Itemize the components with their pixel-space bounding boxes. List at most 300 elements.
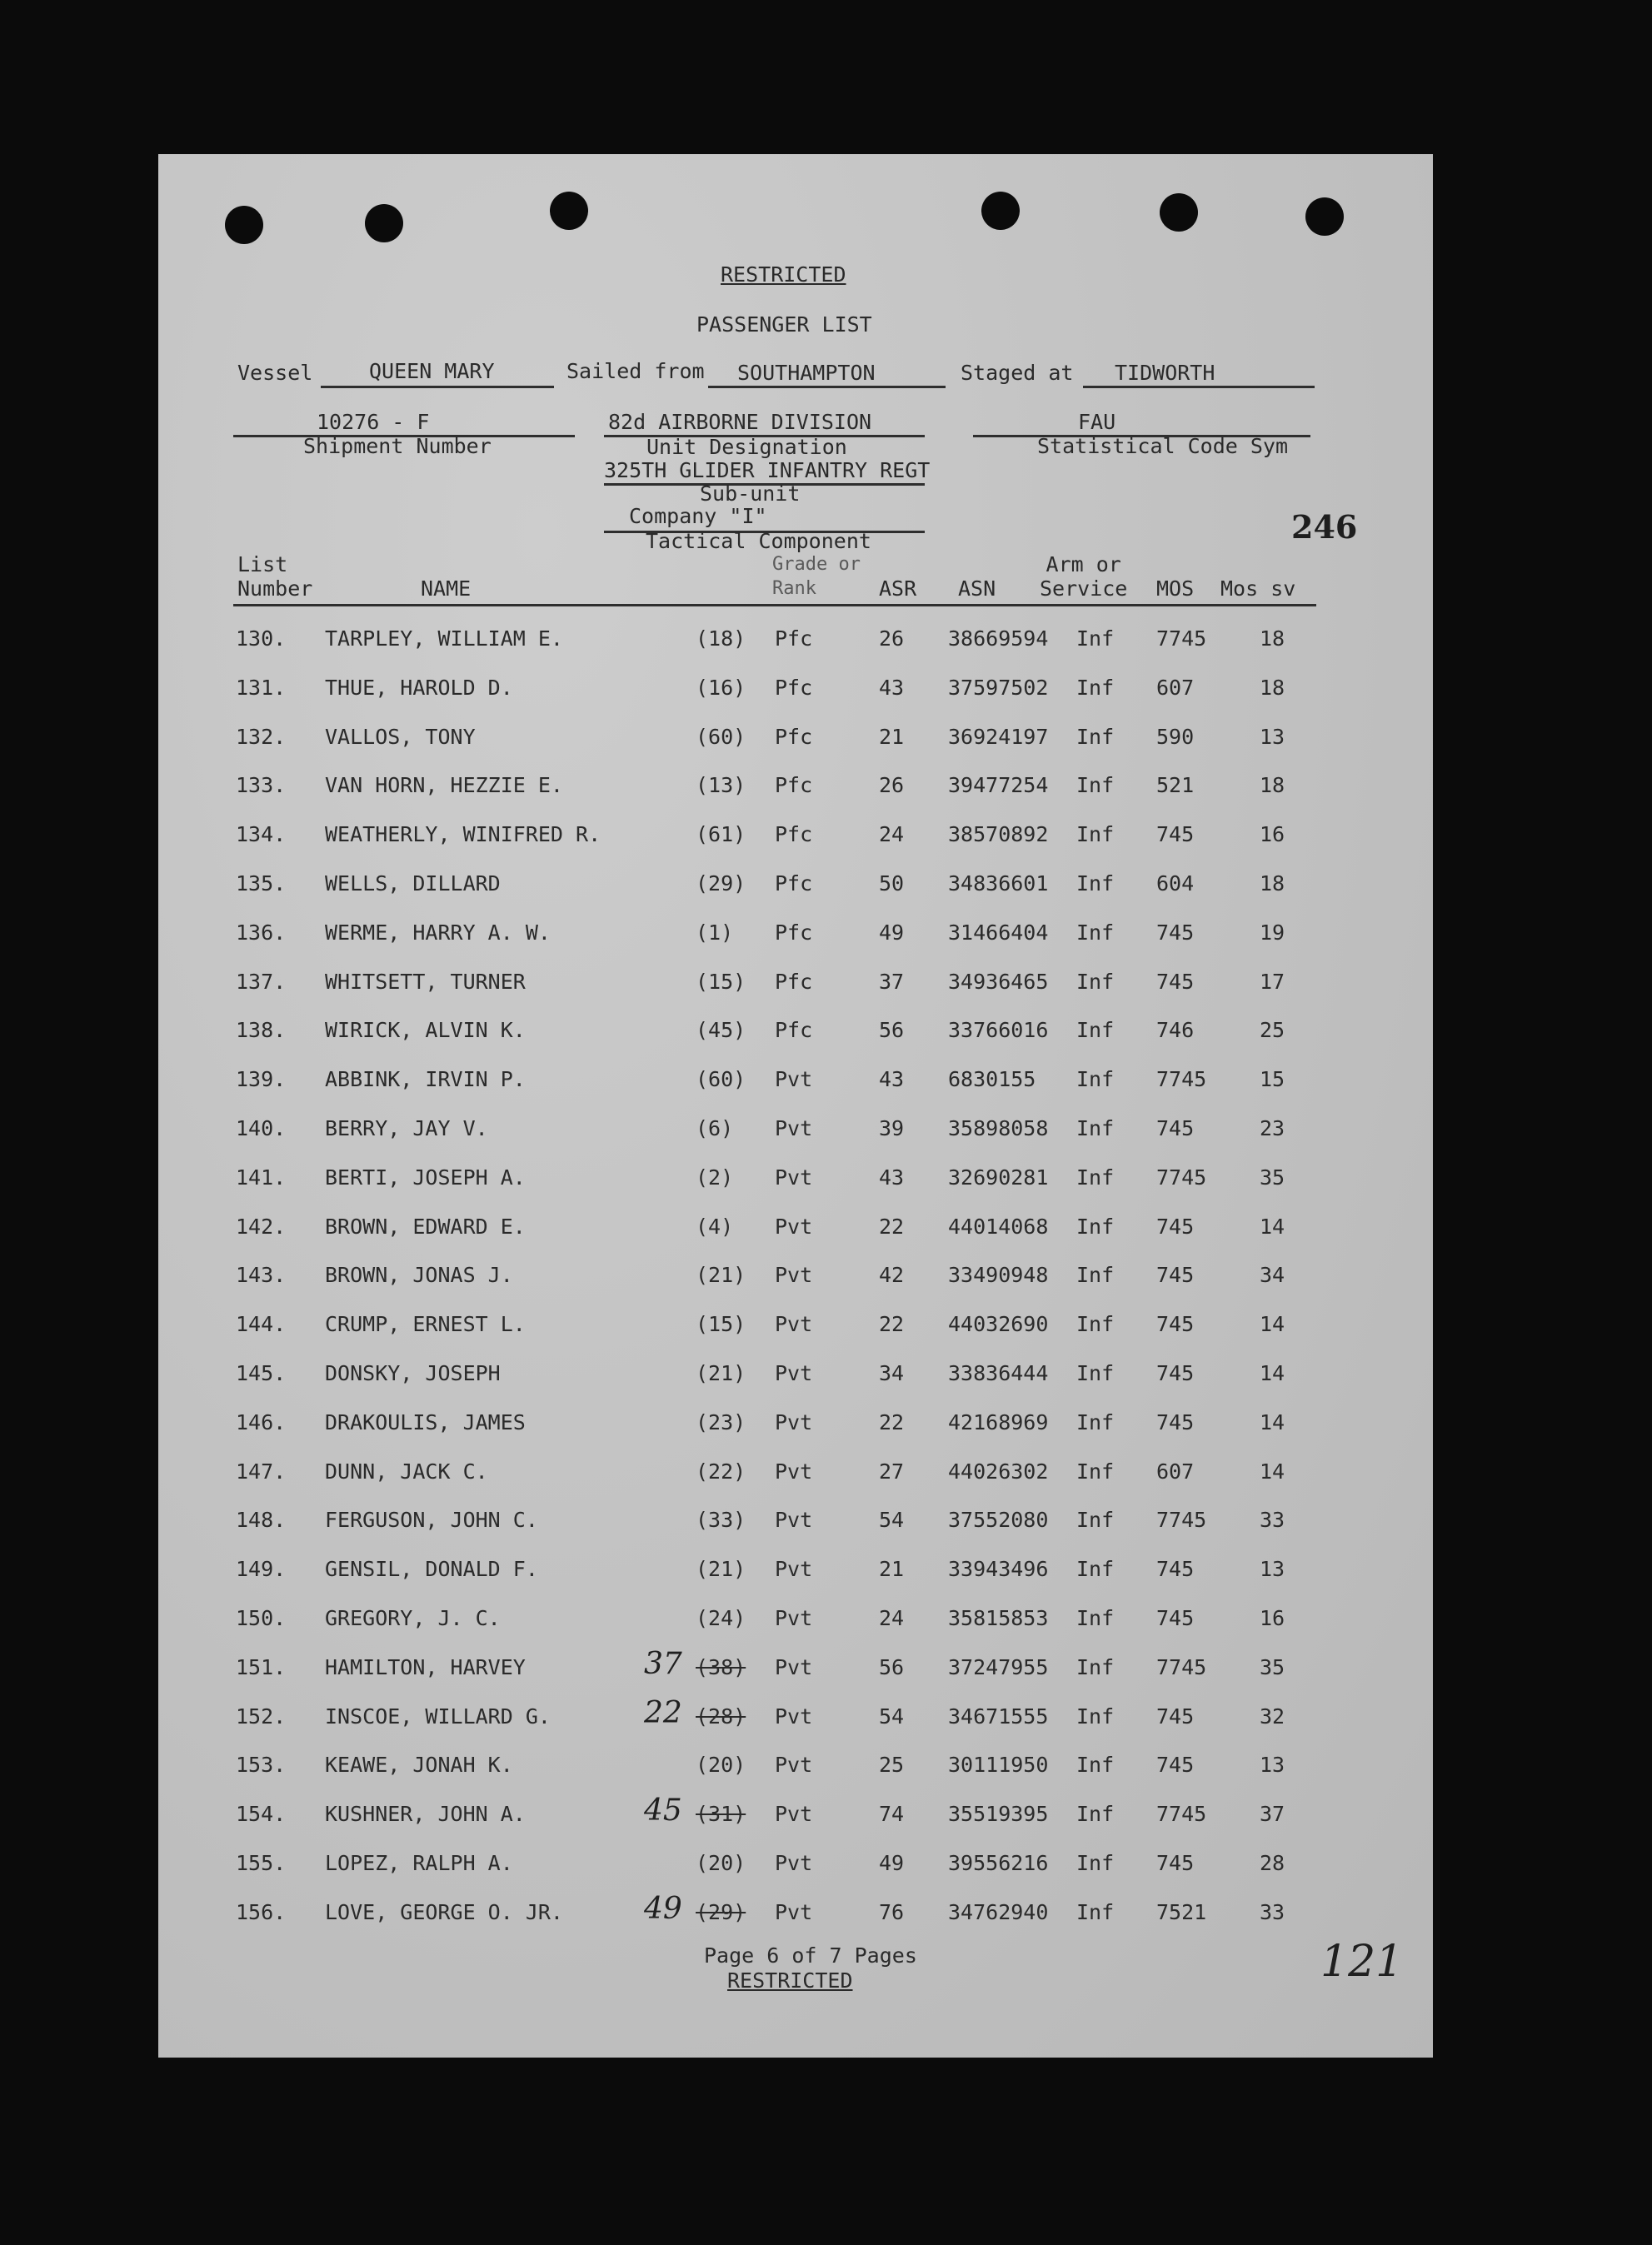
list-number-cell: 156. xyxy=(236,1899,287,1924)
parenthetical-number-cell: (15) xyxy=(696,969,746,994)
parenthetical-number-cell: (21) xyxy=(696,1263,746,1288)
arm-cell: Inf xyxy=(1076,1018,1115,1043)
asr-cell: 34 xyxy=(879,1361,905,1385)
vessel-label: Vessel xyxy=(237,361,313,385)
classification-footer: RESTRICTED xyxy=(727,1968,853,1993)
mos-sv-cell: 16 xyxy=(1260,1606,1285,1630)
arm-cell: Inf xyxy=(1076,1654,1115,1679)
table-row xyxy=(158,1891,1433,1933)
asn-cell: 34836601 xyxy=(948,871,1049,896)
staged-at-value: TIDWORTH xyxy=(1115,361,1215,385)
table-row xyxy=(158,725,1433,758)
punch-hole xyxy=(550,192,588,230)
mos-sv-cell: 13 xyxy=(1260,724,1285,749)
grade-cell: Pvt xyxy=(775,1704,813,1729)
list-number-cell: 132. xyxy=(236,724,287,749)
name-cell: GENSIL, DONALD F. xyxy=(325,1557,538,1582)
mos-sv-cell: 35 xyxy=(1260,1165,1285,1190)
arm-cell: Inf xyxy=(1076,1312,1115,1337)
arm-cell: Inf xyxy=(1076,1704,1115,1729)
asn-cell: 33490948 xyxy=(948,1263,1049,1288)
grade-cell: Pvt xyxy=(775,1214,813,1239)
name-cell: KEAWE, JONAH K. xyxy=(325,1753,513,1778)
mos-sv-cell: 35 xyxy=(1260,1654,1285,1679)
arm-cell: Inf xyxy=(1076,1753,1115,1778)
shipment-number: 10276 - F xyxy=(317,410,430,434)
parenthetical-number-cell: (29) xyxy=(696,1899,746,1924)
asr-cell: 21 xyxy=(879,724,905,749)
table-row xyxy=(158,1312,1433,1345)
name-cell: GREGORY, J. C. xyxy=(325,1606,501,1630)
parenthetical-number-cell: (45) xyxy=(696,1018,746,1043)
table-row xyxy=(158,676,1433,709)
grade-cell: Pvt xyxy=(775,1654,813,1679)
mos-sv-cell: 18 xyxy=(1260,626,1285,651)
staged-at-label: Staged at xyxy=(961,361,1074,385)
asn-cell: 33836444 xyxy=(948,1361,1049,1385)
tactical-component-label: Tactical Component xyxy=(646,529,871,553)
mos-cell: 607 xyxy=(1156,675,1195,700)
parenthetical-number-cell: (20) xyxy=(696,1753,746,1778)
table-row xyxy=(158,1116,1433,1150)
asr-cell: 54 xyxy=(879,1508,905,1533)
mos-cell: 7745 xyxy=(1156,1508,1207,1533)
mos-sv-cell: 25 xyxy=(1260,1018,1285,1043)
asn-cell: 34936465 xyxy=(948,969,1049,994)
name-cell: TARPLEY, WILLIAM E. xyxy=(325,626,563,651)
list-number-cell: 134. xyxy=(236,822,287,847)
asn-cell: 33943496 xyxy=(948,1557,1049,1582)
asn-cell: 44026302 xyxy=(948,1459,1049,1484)
name-cell: HAMILTON, HARVEY xyxy=(325,1654,526,1679)
grade-cell: Pvt xyxy=(775,1116,813,1140)
handwritten-correction: 37 xyxy=(644,1646,682,1681)
table-row xyxy=(158,1557,1433,1590)
list-number-cell: 142. xyxy=(236,1214,287,1239)
arm-cell: Inf xyxy=(1076,1802,1115,1827)
mos-sv-cell: 16 xyxy=(1260,822,1285,847)
name-cell: DUNN, JACK C. xyxy=(325,1459,488,1484)
asr-cell: 43 xyxy=(879,1067,905,1092)
handwritten-correction: 49 xyxy=(644,1891,682,1926)
parenthetical-number-cell: (6) xyxy=(696,1116,734,1140)
name-cell: WERME, HARRY A. W. xyxy=(325,920,551,945)
mos-cell: 745 xyxy=(1156,1851,1195,1875)
table-row xyxy=(158,1508,1433,1541)
mos-sv-cell: 32 xyxy=(1260,1704,1285,1729)
col-grade: Grade or Rank xyxy=(772,554,861,599)
parenthetical-number-cell: (13) xyxy=(696,773,746,798)
name-cell: FERGUSON, JOHN C. xyxy=(325,1508,538,1533)
parenthetical-number-cell: (33) xyxy=(696,1508,746,1533)
asr-cell: 25 xyxy=(879,1753,905,1778)
handwritten-number: 121 xyxy=(1320,1937,1404,1987)
mos-cell: 745 xyxy=(1156,1557,1195,1582)
mos-cell: 7745 xyxy=(1156,1165,1207,1190)
asn-cell: 39556216 xyxy=(948,1851,1049,1875)
asn-cell: 42168969 xyxy=(948,1409,1049,1434)
mos-cell: 7745 xyxy=(1156,1802,1207,1827)
asn-cell: 35898058 xyxy=(948,1116,1049,1140)
grade-cell: Pfc xyxy=(775,969,813,994)
mos-sv-cell: 37 xyxy=(1260,1802,1285,1827)
asn-cell: 35815853 xyxy=(948,1606,1049,1630)
mos-cell: 746 xyxy=(1156,1018,1195,1043)
mos-cell: 745 xyxy=(1156,1263,1195,1288)
parenthetical-number-cell: (4) xyxy=(696,1214,734,1239)
name-cell: LOVE, GEORGE O. JR. xyxy=(325,1899,563,1924)
name-cell: WIRICK, ALVIN K. xyxy=(325,1018,526,1043)
punch-hole xyxy=(1160,193,1198,232)
mos-cell: 745 xyxy=(1156,1753,1195,1778)
mos-cell: 7745 xyxy=(1156,1654,1207,1679)
mos-cell: 745 xyxy=(1156,1116,1195,1140)
mos-sv-cell: 14 xyxy=(1260,1312,1285,1337)
name-cell: ABBINK, IRVIN P. xyxy=(325,1067,526,1092)
table-row xyxy=(158,773,1433,806)
grade-cell: Pvt xyxy=(775,1557,813,1582)
table-row xyxy=(158,1410,1433,1444)
mos-sv-cell: 14 xyxy=(1260,1409,1285,1434)
arm-cell: Inf xyxy=(1076,1067,1115,1092)
name-cell: BROWN, EDWARD E. xyxy=(325,1214,526,1239)
table-row xyxy=(158,920,1433,954)
parenthetical-number-cell: (28) xyxy=(696,1704,746,1729)
asn-cell: 35519395 xyxy=(948,1802,1049,1827)
mos-cell: 745 xyxy=(1156,969,1195,994)
sailed-from-label: Sailed from xyxy=(566,359,705,383)
asr-cell: 37 xyxy=(879,969,905,994)
arm-cell: Inf xyxy=(1076,1459,1115,1484)
mos-sv-cell: 28 xyxy=(1260,1851,1285,1875)
asr-cell: 43 xyxy=(879,1165,905,1190)
asr-cell: 49 xyxy=(879,920,905,945)
mos-sv-cell: 18 xyxy=(1260,773,1285,798)
col-asr: ASR xyxy=(879,576,917,601)
mos-sv-cell: 13 xyxy=(1260,1753,1285,1778)
mos-sv-cell: 34 xyxy=(1260,1263,1285,1288)
list-number-cell: 143. xyxy=(236,1263,287,1288)
name-cell: DRAKOULIS, JAMES xyxy=(325,1409,526,1434)
list-number-cell: 151. xyxy=(236,1654,287,1679)
table-row xyxy=(158,822,1433,856)
list-number-cell: 133. xyxy=(236,773,287,798)
list-number-cell: 152. xyxy=(236,1704,287,1729)
handwritten-correction: 45 xyxy=(644,1794,682,1828)
table-row xyxy=(158,970,1433,1003)
mos-sv-cell: 14 xyxy=(1260,1459,1285,1484)
parenthetical-number-cell: (15) xyxy=(696,1312,746,1337)
asn-cell: 6830155 xyxy=(948,1067,1036,1092)
table-row xyxy=(158,1165,1433,1199)
asr-cell: 22 xyxy=(879,1214,905,1239)
arm-cell: Inf xyxy=(1076,822,1115,847)
table-row xyxy=(158,1018,1433,1051)
parenthetical-number-cell: (24) xyxy=(696,1606,746,1630)
asn-cell: 32690281 xyxy=(948,1165,1049,1190)
asn-cell: 38570892 xyxy=(948,822,1049,847)
list-number-cell: 150. xyxy=(236,1606,287,1630)
list-number-cell: 147. xyxy=(236,1459,287,1484)
grade-cell: Pfc xyxy=(775,675,813,700)
document-page xyxy=(158,154,1433,2058)
col-mos-sv: Mos sv xyxy=(1220,576,1296,601)
list-number-cell: 139. xyxy=(236,1067,287,1092)
unit-designation: 82d AIRBORNE DIVISION xyxy=(608,410,872,434)
list-number-cell: 146. xyxy=(236,1409,287,1434)
list-number-cell: 135. xyxy=(236,871,287,896)
grade-cell: Pfc xyxy=(775,626,813,651)
asn-cell: 31466404 xyxy=(948,920,1049,945)
shipment-number-label: Shipment Number xyxy=(303,434,492,458)
table-row xyxy=(158,1606,1433,1639)
asr-cell: 27 xyxy=(879,1459,905,1484)
mos-cell: 745 xyxy=(1156,1312,1195,1337)
table-row xyxy=(158,871,1433,905)
asr-cell: 42 xyxy=(879,1263,905,1288)
unit-designation-label: Unit Designation xyxy=(646,435,847,459)
mos-cell: 7745 xyxy=(1156,1067,1207,1092)
mos-sv-cell: 14 xyxy=(1260,1214,1285,1239)
grade-cell: Pvt xyxy=(775,1263,813,1288)
grade-cell: Pfc xyxy=(775,773,813,798)
name-cell: LOPEZ, RALPH A. xyxy=(325,1851,513,1875)
parenthetical-number-cell: (23) xyxy=(696,1409,746,1434)
list-number-cell: 144. xyxy=(236,1312,287,1337)
name-cell: WELLS, DILLARD xyxy=(325,871,501,896)
parenthetical-number-cell: (60) xyxy=(696,1067,746,1092)
mos-sv-cell: 33 xyxy=(1260,1508,1285,1533)
mos-cell: 607 xyxy=(1156,1459,1195,1484)
mos-sv-cell: 14 xyxy=(1260,1361,1285,1385)
grade-cell: Pvt xyxy=(775,1409,813,1434)
name-cell: VALLOS, TONY xyxy=(325,724,476,749)
mos-cell: 745 xyxy=(1156,920,1195,945)
list-number-cell: 131. xyxy=(236,675,287,700)
name-cell: BERRY, JAY V. xyxy=(325,1116,488,1140)
table-row xyxy=(158,1459,1433,1493)
grade-cell: Pvt xyxy=(775,1899,813,1924)
mos-cell: 745 xyxy=(1156,1704,1195,1729)
asn-cell: 37247955 xyxy=(948,1654,1049,1679)
mos-cell: 7521 xyxy=(1156,1899,1207,1924)
punch-hole xyxy=(365,204,403,242)
arm-cell: Inf xyxy=(1076,1606,1115,1630)
mos-cell: 745 xyxy=(1156,1606,1195,1630)
col-list-number: List Number xyxy=(237,552,313,601)
name-cell: BERTI, JOSEPH A. xyxy=(325,1165,526,1190)
document-title: PASSENGER LIST xyxy=(696,312,872,337)
mos-cell: 604 xyxy=(1156,871,1195,896)
arm-cell: Inf xyxy=(1076,773,1115,798)
list-number-cell: 145. xyxy=(236,1361,287,1385)
arm-cell: Inf xyxy=(1076,1508,1115,1533)
asr-cell: 21 xyxy=(879,1557,905,1582)
mos-sv-cell: 17 xyxy=(1260,969,1285,994)
arm-cell: Inf xyxy=(1076,1851,1115,1875)
list-number-cell: 141. xyxy=(236,1165,287,1190)
name-cell: WHITSETT, TURNER xyxy=(325,969,526,994)
list-number-cell: 148. xyxy=(236,1508,287,1533)
parenthetical-number-cell: (20) xyxy=(696,1851,746,1875)
grade-cell: Pvt xyxy=(775,1459,813,1484)
parenthetical-number-cell: (18) xyxy=(696,626,746,651)
table-row xyxy=(158,1695,1433,1738)
name-cell: THUE, HAROLD D. xyxy=(325,675,513,700)
parenthetical-number-cell: (21) xyxy=(696,1361,746,1385)
parenthetical-number-cell: (31) xyxy=(696,1802,746,1827)
mos-sv-cell: 13 xyxy=(1260,1557,1285,1582)
asr-cell: 50 xyxy=(879,871,905,896)
punch-hole xyxy=(225,206,263,244)
grade-cell: Pvt xyxy=(775,1753,813,1778)
table-row xyxy=(158,1794,1433,1835)
header-rule xyxy=(233,604,1316,606)
arm-cell: Inf xyxy=(1076,1361,1115,1385)
asr-cell: 22 xyxy=(879,1409,905,1434)
grade-cell: Pvt xyxy=(775,1851,813,1875)
grade-cell: Pfc xyxy=(775,822,813,847)
asn-cell: 37552080 xyxy=(948,1508,1049,1533)
statistical-code-label: Statistical Code Sym xyxy=(1037,434,1289,458)
grade-cell: Pvt xyxy=(775,1606,813,1630)
mos-sv-cell: 18 xyxy=(1260,871,1285,896)
sheet-number: 246 xyxy=(1291,508,1358,546)
statistical-code: FAU xyxy=(1078,410,1116,434)
list-number-cell: 136. xyxy=(236,920,287,945)
mos-sv-cell: 33 xyxy=(1260,1899,1285,1924)
list-number-cell: 154. xyxy=(236,1802,287,1827)
page-indicator: Page 6 of 7 Pages xyxy=(704,1943,917,1968)
mos-cell: 590 xyxy=(1156,724,1195,749)
table-row xyxy=(158,626,1433,660)
asr-cell: 24 xyxy=(879,822,905,847)
name-cell: BROWN, JONAS J. xyxy=(325,1263,513,1288)
mos-cell: 521 xyxy=(1156,773,1195,798)
name-cell: KUSHNER, JOHN A. xyxy=(325,1802,526,1827)
arm-cell: Inf xyxy=(1076,1263,1115,1288)
handwritten-correction: 22 xyxy=(644,1695,682,1730)
name-cell: INSCOE, WILLARD G. xyxy=(325,1704,551,1729)
col-arm-service: Arm or Service xyxy=(1040,552,1128,601)
list-number-cell: 153. xyxy=(236,1753,287,1778)
arm-cell: Inf xyxy=(1076,1214,1115,1239)
table-row xyxy=(158,1361,1433,1394)
list-number-cell: 130. xyxy=(236,626,287,651)
arm-cell: Inf xyxy=(1076,1165,1115,1190)
mos-sv-cell: 19 xyxy=(1260,920,1285,945)
parenthetical-number-cell: (22) xyxy=(696,1459,746,1484)
mos-sv-cell: 15 xyxy=(1260,1067,1285,1092)
mos-sv-cell: 18 xyxy=(1260,675,1285,700)
arm-cell: Inf xyxy=(1076,1409,1115,1434)
parenthetical-number-cell: (21) xyxy=(696,1557,746,1582)
arm-cell: Inf xyxy=(1076,626,1115,651)
name-cell: WEATHERLY, WINIFRED R. xyxy=(325,822,601,847)
list-number-cell: 140. xyxy=(236,1116,287,1140)
asn-cell: 34762940 xyxy=(948,1899,1049,1924)
name-cell: DONSKY, JOSEPH xyxy=(325,1361,501,1385)
asn-cell: 33766016 xyxy=(948,1018,1049,1043)
asr-cell: 22 xyxy=(879,1312,905,1337)
asr-cell: 43 xyxy=(879,675,905,700)
grade-cell: Pfc xyxy=(775,724,813,749)
asn-cell: 38669594 xyxy=(948,626,1049,651)
grade-cell: Pvt xyxy=(775,1802,813,1827)
arm-cell: Inf xyxy=(1076,969,1115,994)
punch-hole xyxy=(981,192,1020,230)
vessel-value: QUEEN MARY xyxy=(369,359,495,383)
arm-cell: Inf xyxy=(1076,871,1115,896)
mos-cell: 7745 xyxy=(1156,626,1207,651)
sub-unit: 325TH GLIDER INFANTRY REGT xyxy=(604,458,931,482)
mos-cell: 745 xyxy=(1156,1361,1195,1385)
asr-cell: 54 xyxy=(879,1704,905,1729)
col-name: NAME xyxy=(421,576,472,601)
grade-cell: Pfc xyxy=(775,920,813,945)
asn-cell: 39477254 xyxy=(948,773,1049,798)
vessel-underline xyxy=(321,386,554,388)
name-cell: VAN HORN, HEZZIE E. xyxy=(325,773,563,798)
mos-cell: 745 xyxy=(1156,1214,1195,1239)
grade-cell: Pvt xyxy=(775,1361,813,1385)
asn-cell: 30111950 xyxy=(948,1753,1049,1778)
list-number-cell: 149. xyxy=(236,1557,287,1582)
classification-header: RESTRICTED xyxy=(721,262,846,287)
grade-cell: Pfc xyxy=(775,871,813,896)
grade-cell: Pvt xyxy=(775,1165,813,1190)
punch-hole xyxy=(1305,197,1344,236)
table-row xyxy=(158,1067,1433,1100)
asn-cell: 44014068 xyxy=(948,1214,1049,1239)
asn-cell: 36924197 xyxy=(948,724,1049,749)
asr-cell: 56 xyxy=(879,1654,905,1679)
table-row xyxy=(158,1753,1433,1786)
asr-cell: 39 xyxy=(879,1116,905,1140)
arm-cell: Inf xyxy=(1076,724,1115,749)
table-row xyxy=(158,1215,1433,1248)
parenthetical-number-cell: (38) xyxy=(696,1654,746,1679)
col-mos: MOS xyxy=(1156,576,1195,601)
list-number-cell: 155. xyxy=(236,1851,287,1875)
parenthetical-number-cell: (29) xyxy=(696,871,746,896)
parenthetical-number-cell: (1) xyxy=(696,920,734,945)
grade-cell: Pvt xyxy=(775,1067,813,1092)
list-number-cell: 137. xyxy=(236,969,287,994)
table-row xyxy=(158,1646,1433,1689)
asr-cell: 74 xyxy=(879,1802,905,1827)
sailed-from-underline xyxy=(708,386,946,388)
mos-cell: 745 xyxy=(1156,822,1195,847)
grade-cell: Pvt xyxy=(775,1508,813,1533)
staged-at-underline xyxy=(1083,386,1315,388)
name-cell: CRUMP, ERNEST L. xyxy=(325,1312,526,1337)
asr-cell: 49 xyxy=(879,1851,905,1875)
arm-cell: Inf xyxy=(1076,675,1115,700)
asr-cell: 56 xyxy=(879,1018,905,1043)
grade-cell: Pvt xyxy=(775,1312,813,1337)
asr-cell: 24 xyxy=(879,1606,905,1630)
asr-cell: 76 xyxy=(879,1899,905,1924)
table-row xyxy=(158,1263,1433,1296)
grade-cell: Pfc xyxy=(775,1018,813,1043)
arm-cell: Inf xyxy=(1076,920,1115,945)
sub-unit-label: Sub-unit xyxy=(700,481,801,506)
tactical-component: Company "I" xyxy=(629,504,767,528)
asn-cell: 44032690 xyxy=(948,1312,1049,1337)
arm-cell: Inf xyxy=(1076,1557,1115,1582)
sailed-from-value: SOUTHAMPTON xyxy=(737,361,876,385)
